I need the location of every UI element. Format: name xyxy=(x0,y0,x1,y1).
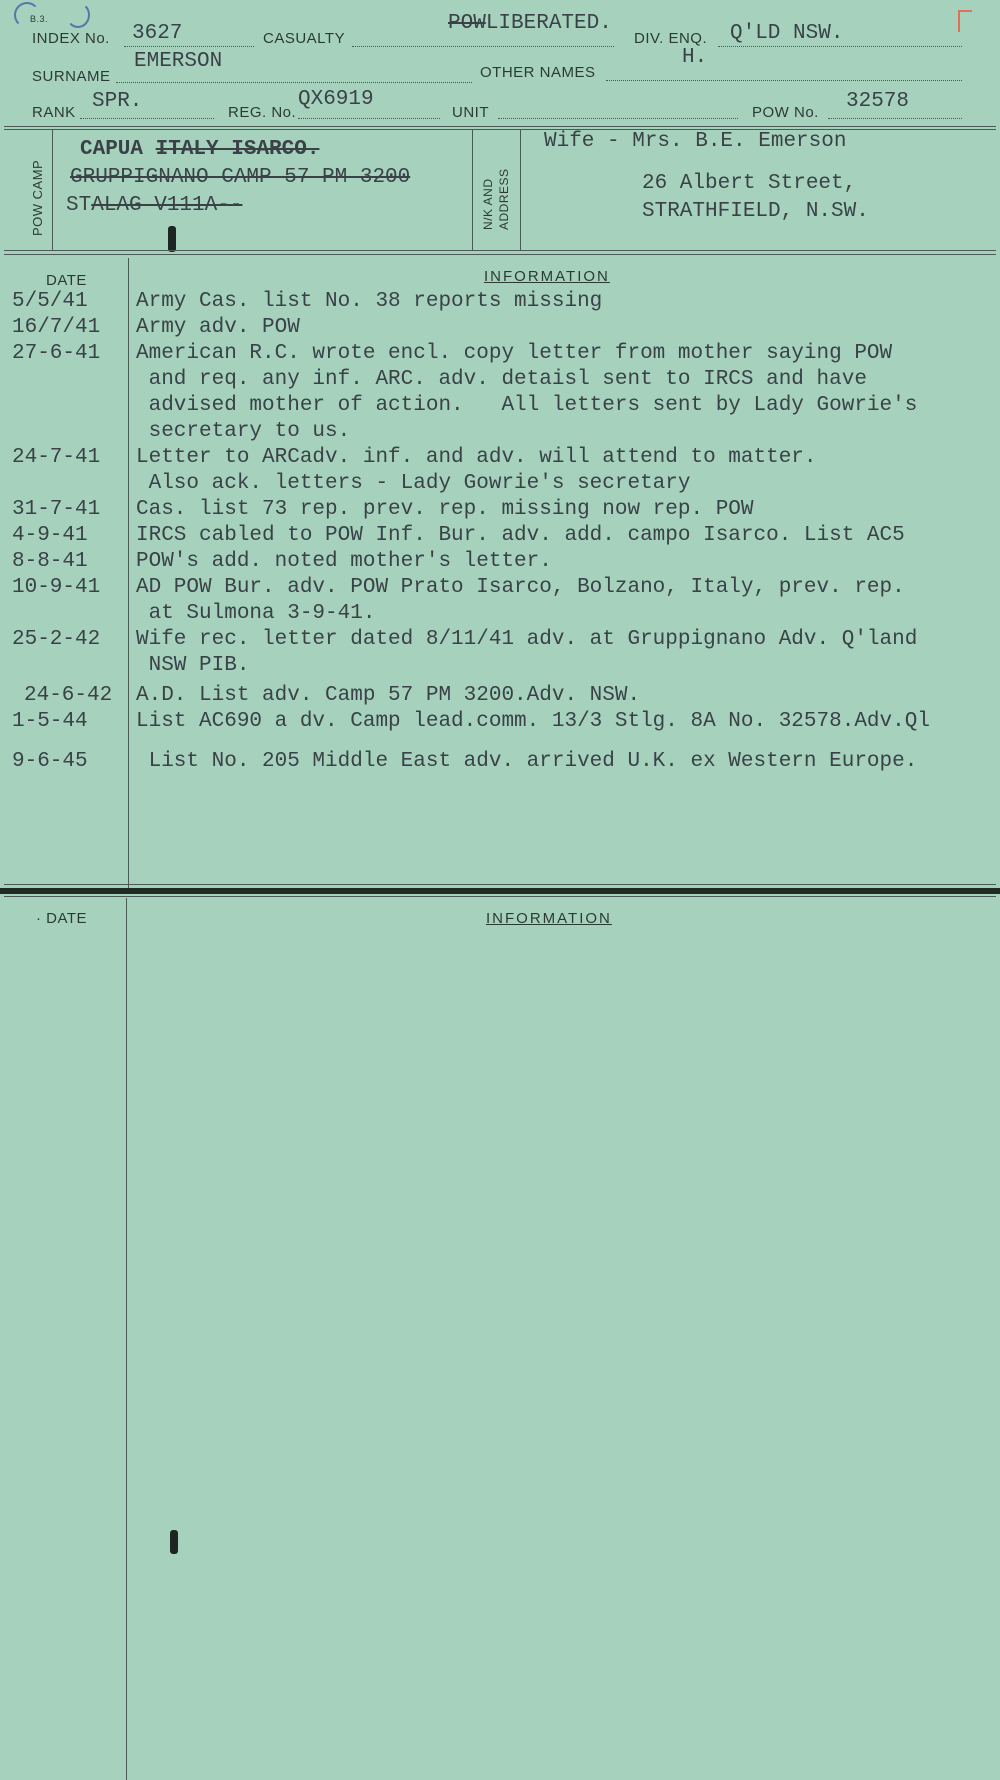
casualty-label: CASUALTY xyxy=(263,30,346,47)
pencil-mark-icon xyxy=(66,2,90,28)
entry-date: 4-9-41 xyxy=(12,524,88,547)
entry-text: Cas. list 73 rep. prev. rep. missing now rep. POW xyxy=(136,498,754,521)
pow-camp-line3-prefix: ST xyxy=(66,194,92,217)
nk-address-label: N/K AND ADDRESS xyxy=(481,168,511,230)
entry-text: at Sulmona 3-9-41. xyxy=(136,602,376,625)
divider xyxy=(472,130,473,250)
ink-blot-icon xyxy=(170,1530,178,1554)
pow-camp-line2: GRUPPIGNANO CAMP 57 PM 3200 xyxy=(70,166,411,189)
back-date-heading: · DATE xyxy=(36,910,88,927)
nk-address-line2: 26 Albert Street, xyxy=(642,172,857,195)
pencil-mark-icon xyxy=(14,2,40,28)
entry-text: List No. 205 Middle East adv. arrived U.K. ex Western Europe. xyxy=(136,750,918,773)
divider xyxy=(52,130,53,250)
pow-camp-line1 xyxy=(80,138,319,161)
pow-camp-line3 xyxy=(66,194,242,217)
divider xyxy=(126,898,127,1780)
entry-date: 5/5/41 xyxy=(12,290,88,313)
casualty-current: LIBERATED. xyxy=(485,12,612,35)
surname-value: EMERSON xyxy=(134,50,223,73)
pow-camp-line3-struck: ALAG V111A-- xyxy=(91,194,243,217)
entry-date: 31-7-41 xyxy=(12,498,101,521)
entry-text: American R.C. wrote encl. copy letter from mother saying POW xyxy=(136,342,893,365)
reg-value: QX6919 xyxy=(298,88,374,111)
card-id: B.3. xyxy=(30,14,49,24)
rank-line xyxy=(80,118,214,119)
back-information-heading: INFORMATION xyxy=(486,910,612,927)
rank-label: RANK xyxy=(32,104,76,121)
entry-date: 27-6-41 xyxy=(12,342,101,365)
nk-address-line1: Wife - Mrs. B.E. Emerson xyxy=(544,130,847,153)
casualty-struck: POW xyxy=(448,12,486,35)
divider xyxy=(4,126,996,127)
entry-text: A.D. List adv. Camp 57 PM 3200.Adv. NSW. xyxy=(136,684,641,707)
entry-text: Army adv. POW xyxy=(136,316,300,339)
pow-camp-label: POW CAMP xyxy=(30,159,45,236)
pow-camp-line1-struck: ITALY ISARCO. xyxy=(155,138,320,161)
divider xyxy=(4,254,996,255)
pow-no-line xyxy=(828,118,962,119)
rank-value: SPR. xyxy=(92,90,143,113)
entry-text: Wife rec. letter dated 8/11/41 adv. at Gruppignano Adv. Q'land xyxy=(136,628,918,651)
unit-label: UNIT xyxy=(452,104,489,121)
casualty-value xyxy=(448,12,612,35)
divider xyxy=(4,896,996,897)
entry-date: 10-9-41 xyxy=(12,576,101,599)
entry-date: 25-2-42 xyxy=(12,628,101,651)
index-value: 3627 xyxy=(132,22,183,45)
pow-camp-line1-text: CAPUA xyxy=(80,138,156,161)
div-enq-value: Q'LD NSW. xyxy=(730,22,844,45)
unit-line xyxy=(498,118,738,119)
entry-date: 1-5-44 xyxy=(12,710,88,733)
ink-blot-icon xyxy=(168,226,176,252)
entry-date: 24-6-42 xyxy=(24,684,113,707)
divider xyxy=(128,258,129,888)
divider xyxy=(520,130,521,250)
entry-text: NSW PIB. xyxy=(136,654,250,677)
entry-text: POW's add. noted mother's letter. xyxy=(136,550,552,573)
nk-address-line3: STRATHFIELD, N.SW. xyxy=(642,200,869,223)
index-line xyxy=(124,46,254,47)
corner-mark-icon xyxy=(958,10,972,32)
divider xyxy=(4,884,996,885)
pow-no-value: 32578 xyxy=(846,90,910,113)
entry-text: secretary to us. xyxy=(136,420,351,443)
other-names-line xyxy=(606,80,962,81)
other-names-value: H. xyxy=(682,46,708,69)
entry-text: Army Cas. list No. 38 reports missing xyxy=(136,290,603,313)
entry-text: List AC690 a dv. Camp lead.comm. 13/3 Stlg. 8A No. 32578.Adv.Ql xyxy=(136,710,930,733)
index-label: INDEX No. xyxy=(32,30,110,47)
card-back xyxy=(0,894,1000,1780)
reg-label: REG. No. xyxy=(228,104,297,121)
entry-text: IRCS cabled to POW Inf. Bur. adv. add. campo Isarco. List AC5 xyxy=(136,524,905,547)
entry-text: and req. any inf. ARC. adv. detaisl sent to IRCS and have xyxy=(136,368,867,391)
other-names-label: OTHER NAMES xyxy=(480,64,596,81)
entry-text: AD POW Bur. adv. POW Prato Isarco, Bolzano, Italy, prev. rep. xyxy=(136,576,905,599)
information-heading: INFORMATION xyxy=(484,268,610,285)
entry-date: 8-8-41 xyxy=(12,550,88,573)
entry-text: Letter to ARCadv. inf. and adv. will attend to matter. xyxy=(136,446,817,469)
div-enq-label: DIV. ENQ. xyxy=(634,30,708,47)
date-heading: DATE xyxy=(46,272,87,289)
reg-line xyxy=(298,118,440,119)
casualty-line xyxy=(352,46,614,47)
card-front xyxy=(0,0,1000,888)
entry-date: 9-6-45 xyxy=(12,750,88,773)
entry-text: advised mother of action. All letters sent by Lady Gowrie's xyxy=(136,394,918,417)
surname-line xyxy=(116,82,472,83)
entry-date: 24-7-41 xyxy=(12,446,101,469)
div-enq-line xyxy=(718,46,962,47)
entry-date: 16/7/41 xyxy=(12,316,101,339)
surname-label: SURNAME xyxy=(32,68,111,85)
divider xyxy=(4,250,996,251)
entry-text: Also ack. letters - Lady Gowrie's secretary xyxy=(136,472,691,495)
pow-no-label: POW No. xyxy=(752,104,819,121)
